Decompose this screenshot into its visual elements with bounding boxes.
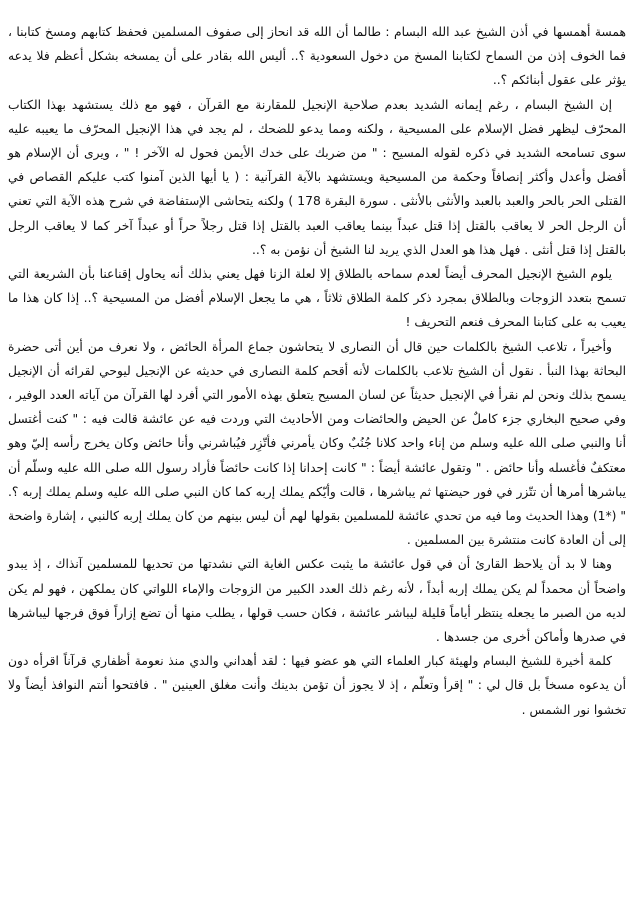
paragraph-divorce: يلوم الشيخ الإنجيل المحرف أيضاً لعدم سماحه بالطلاق إلا لعلة الزنا فهل يعني بذلك أنه يحاول إقناعنا بأن الشريعة التي تسمح بتعدد الزوجات وبالطلاق بمجرد ذكر كلمة الطلاق ثلاثاً ، هي ما يجعل الإسلام أفضل من المسيحية ؟.. إذا كان هذا ما يعيب به على كتابنا المحرف فنعم التحريف ! xyxy=(8,267,626,330)
paragraph-reader-observation: وهنا لا بد أن يلاحظ القارئ أن في قول عائشة ما يثبت عكس الغاية التي نشدتها من تحديها للمسلمين آنذاك ، إذ يبدو واضحاً أن محمداً لم يكن يملك إربه أبداً ، لأنه رغم ذلك العدد الكبير من الزوجات والإماء اللواتي كان يملكهن ، فهو لم يكن لديه من الصبر ما يجعله ينتظر أياماً قليلة ليباشر عائشة ، فكان حسب قولها ، يطلب منها أن تضع إزاراً فوق فرجها ليباشرها في صدرها وأماكن أخرى من جسدها . xyxy=(8,557,626,645)
document-page xyxy=(8,20,626,894)
paragraph-gospel-comparison: إن الشيخ البسام ، رغم إيمانه الشديد بعدم صلاحية الإنجيل للمقارنة مع القرآن ، فهو مع ذلك يستشهد بهذا الكتاب المحرّف ليظهر فضل الإسلام على المسيحية ، ولكنه ومما يدعو للضحك ، لم يجد في هذا الإنجيل المحرّف ما يعيبه عليه سوى تسامحه الشديد في ذكره لقوله المسيح : " من ضربك على خدك الأيمن فحول له الآخر ! " ، ويرى أن الإسلام هو أفضل وأعدل وأكثر إنصافاً وحكمة من المسيحية ويستشهد بالآية القرآنية : ( يا أيها الذين آمنوا كتب عليكم القصاص في القتلى الحر بالحر والعبد بالعبد والأنثى بالأنثى . سورة البقرة 178 ) ولكنه يتحاشى الإستفاضة في شرح هذه الآية التي تعني أن الرجل الحر لا يعاقب بالقتل إذا قتل عبداً بينما يعاقب العبد بالقتل إذا قتل رجلاً حراً أو عبداً آخر كما لا يعاقب الرجل بالقتل إذا قتل أنثى . فهل هذا هو العدل الذي يريد لنا الشيخ أن نؤمن به ؟.. xyxy=(8,97,626,257)
paragraph-menstruation-hadith: وأخيراً ، تلاعب الشيخ بالكلمات حين قال أن النصارى لا يتحاشون جماع المرأة الحائض ، ولا نعرف من أين أتى حضرة البحاثة بهذا النبأ . نقول أن الشيخ تلاعب بالكلمات لأنه أقحم كلمة النصارى في حديثه عن الإنجيل ليوحي لقرائه أن الإنجيل يسمح بذلك ونحن لم نقرأ في الإنجيل حديثاً عن لسان المسيح يتعلق بهذه الأمور التي أفرد لها القرآن من آياته العدد الوفير ، وفي صحيح البخاري جزء كاملٌ عن الحيض والحائضات ومن الأحاديث التي وردت فيه عن عائشة قالت فيه : " كنت أغتسل أنا والنبي صلى الله عليه وسلم من إناء واحد كلانا جُنُبٌ وكان يأمرني فأتّزِر فيُباشرني وأنا حائض وكان يخرج رأسه إليّ وهو معتكفٌ فأغسله وأنا حائض . " وتقول عائشة أيضاً : " كانت إحدانا إذا كانت حائضاً فأراد رسول الله صلى الله عليه وسلّم أن يباشرها أمرها أن تتّزر في فور حيضتها ثم يباشرها ، قالت وأيّكم يملك إربه كما كان النبي صلى الله عليه وسلم يملك إربه ؟. " (*1) وهذا الحديث وما فيه من تحدي عائشة للمسلمين بقولها لهم أن ليس بينهم من كان يملك إربه كالنبي ، إشارة واضحة إلى أن العادة كانت منتشرة بين المسلمين . xyxy=(8,339,626,548)
paragraph-final-word: كلمة أخيرة للشيخ البسام ولهيئة كبار العلماء التي هو عضو فيها : لقد أهداني والدي منذ نعومة أظفاري قرآناً اقرأه دون أن يدعوه مسخاً بل قال لي : " إقرأ وتعلّم ، إذ لا يجوز أن تؤمن بدينك وأنت مغلق العينين " . فافتحوا أنتم النوافذ أيضاً ولا تخشوا نور الشمس . xyxy=(8,654,626,717)
paragraph-whisper: همسة أهمسها في أذن الشيخ عبد الله البسام : طالما أن الله قد انحاز إلى صفوف المسلمين فحفظ كتابهم ومسخ كتابنا ، فما الخوف إذن من السماح لكتابنا المسخ من دخول السعودية ؟.. أليس الله بقادر على أن يمسخه بشكل أعظم فلا يدعه يؤثر على عقول أبنائكم ؟.. xyxy=(8,25,626,88)
